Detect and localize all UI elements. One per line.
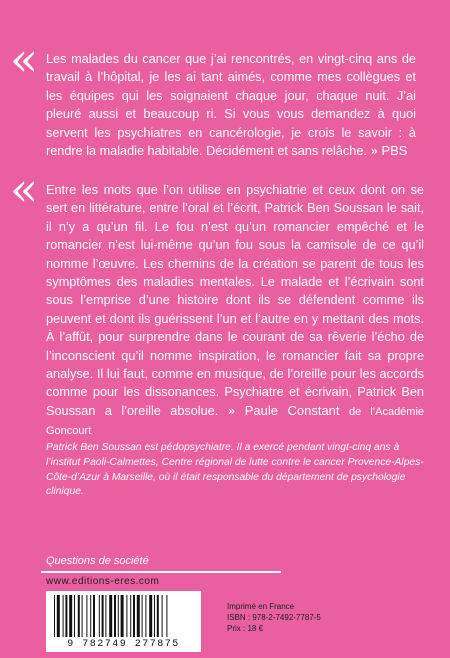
barcode-bar <box>145 595 146 637</box>
barcode-bar <box>154 595 155 637</box>
barcode-bar <box>90 595 91 637</box>
price: Prix : 18 € <box>227 624 264 633</box>
closing-quote-mark-2: » <box>227 403 236 418</box>
barcode-bars <box>54 595 193 637</box>
divider-bar <box>41 571 281 573</box>
barcode-bar <box>63 595 64 637</box>
barcode-bar <box>93 595 95 637</box>
barcode-bar <box>109 595 112 637</box>
barcode-bar <box>162 595 163 637</box>
barcode-bar <box>118 595 119 637</box>
collection-name: Questions de société <box>46 555 149 567</box>
barcode-bar <box>82 595 83 637</box>
barcode-bar <box>114 595 116 637</box>
barcode-bar <box>133 595 135 637</box>
barcode-bar <box>105 595 106 637</box>
author-bio-name: Patrick Ben Soussan <box>46 442 142 453</box>
barcode-bar <box>86 595 87 637</box>
barcode-bar <box>149 595 152 637</box>
quote-pbs-author: PBS <box>381 143 408 159</box>
barcode-number: 9 782749 277875 <box>67 639 180 650</box>
barcode-bar <box>130 595 131 637</box>
barcode-bar <box>65 595 67 637</box>
barcode-bar <box>126 595 127 637</box>
quote-pbs <box>46 50 416 160</box>
quote-paule-constant <box>46 181 424 441</box>
barcode-bar <box>121 595 124 637</box>
barcode-bar <box>142 595 143 637</box>
opening-quote-mark-2: « <box>10 162 35 216</box>
barcode-bar <box>157 595 159 637</box>
barcode-bar <box>78 595 80 637</box>
publisher-website: www.editions-eres.com <box>46 576 160 587</box>
barcode-bar <box>54 595 55 637</box>
barcode-bar <box>69 595 72 637</box>
barcode-bar <box>137 595 140 637</box>
barcode <box>46 591 201 652</box>
barcode-bar <box>99 595 100 637</box>
barcode-bar <box>166 595 167 637</box>
quote-pbs-text: Les malades du cancer que j’ai rencontrés, en vingt-cinq ans de travail à l’hôpital, je les ai tant aimés, comme mes collègues et les équipes qui les soignaient chaque jour, chaque nuit. J’ai pleuré aussi et beaucoup ri. Si vous vous demandez à quoi servent les psychiatres en cancérologie, je crois le savoir : à rendre la maladie habitable. Décidément et sans relâche. <box>46 52 416 159</box>
barcode-bar <box>74 595 75 637</box>
author-bio-text: est pédopsychiatre. Il a exercé pendant vingt-cinq ans à l’institut Paoli-Calmettes, Centre régional de lutte contre le cancer Provence-Alpes-Côte-d’Azur à Marseille, où il était responsable du département de psychologie clinique. <box>46 442 424 498</box>
printed-in: Imprimé en France <box>227 602 295 611</box>
barcode-bar <box>102 595 104 637</box>
quote-constant-text: Entre les mots que l’on utilise en psychiatrie et ceux dont on se sert en littérature, entre l’oral et l’écrit, Patrick Ben Soussan le sait, il n’y a qu’un fil. Le fou n’est qu’un romancier empêché et le romancier n’est lui-même qu’un fou sous la camisole de ce qu’il nomme l’œuvre. Les chemins de la création se parent de tous les symptômes des maladies mentales. Le malade et l’écrivain sont sous l’emprise d’une histoire dont ils se défendent comme ils peuvent et dont ils guérissent l’un et l’autre en y mettant des mots. À l’affût, pour surprendre dans le courant de sa rêverie l’écho de l’inconscient qu’il nomme inspiration, le romancier fait sa propre analyse. Il lui faut, comme en musique, de l’oreille pour les accords comme pour les dissonances. Psychiatre et écrivain, Patrick Ben Soussan a l’oreille absolue. <box>46 183 424 418</box>
opening-quote-mark: « <box>10 32 35 86</box>
quote-constant-author: Paule Constant <box>244 402 340 418</box>
book-info <box>227 601 321 634</box>
barcode-bar <box>57 595 60 637</box>
closing-quote-mark: » <box>370 144 378 159</box>
quote-constant-author-note: de l’Académie Goncourt <box>46 405 425 438</box>
author-bio <box>46 441 424 500</box>
isbn: ISBN : 978-2-7492-7787-5 <box>227 613 321 622</box>
